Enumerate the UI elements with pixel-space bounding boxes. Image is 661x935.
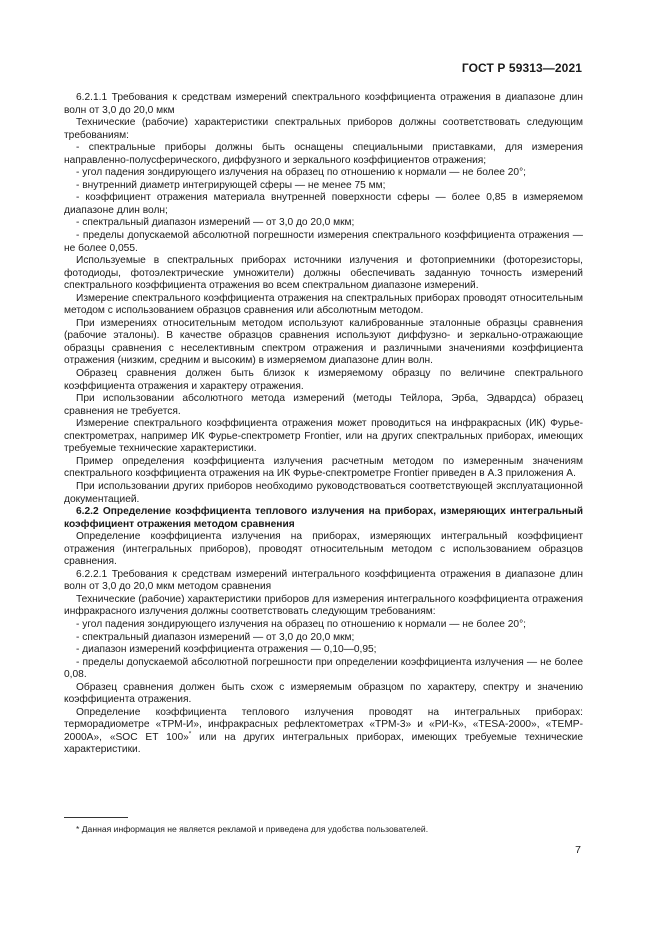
footnote-divider — [64, 817, 128, 818]
paragraph: Измерение спектрального коэффициента отражения может проводиться на инфракрасных (ИК) Фурье-спектрометрах, например ИК Фурье-спектрометр Frontier, или на других спектральных приборах, имеющих требуемые технические характеристики. — [64, 418, 583, 455]
paragraph: Определение коэффициента излучения на приборах, измеряющих интегральный коэффициент отражения (интегральных приборов), проводят относительным методом с использованием образцов сравнения. — [64, 531, 583, 568]
paragraph: Технические (рабочие) характеристики спектральных приборов должны соответствовать следующим требованиям: — [64, 117, 583, 141]
paragraph: Используемые в спектральных приборах источники излучения и фотоприемники (фоторезисторы, фотодиоды, фотоэлектрические умножители) должны обеспечивать заданную точность измерений спектрального коэффициента отражения во всем спектральном диапазоне измерений. — [64, 255, 583, 292]
list-item: - внутренний диаметр интегрирующей сферы — не менее 75 мм; — [76, 179, 386, 191]
paragraph: Технические (рабочие) характеристики приборов для измерения интегрального коэффициента отражения инфракрасного излучения должны соответствовать следующим требованиям: — [64, 593, 583, 618]
list-item: - угол падения зондирующего излучения на образец по отношению к нормали — не более 20°; — [76, 618, 526, 630]
list-item: - спектральные приборы должны быть оснащены специальными приставками, для измерения направленно-полусферического, диффузного и зеркального коэффициентов отражения; — [64, 142, 583, 166]
paragraph: Образец сравнения должен быть схож с измеряемым образцом по характеру, спектру и значению коэффициента отражения. — [64, 681, 583, 706]
paragraph: 6.2.2.1 Требования к средствам измерений интегрального коэффициента отражения в диапазоне длин волн от 3,0 до 20,0 мкм методом сравнения — [64, 568, 583, 593]
section-heading: 6.2.2 Определение коэффициента теплового излучения на приборах, измеряющих интегральный коэффициент отражения методом сравнения — [64, 506, 583, 530]
paragraph: При использовании абсолютного метода измерений (методы Тейлора, Эрба, Эдвардса) образец сравнения не требуется. — [64, 393, 583, 417]
standard-designation: ГОСТ Р 59313—2021 — [461, 61, 582, 75]
list-item: - спектральный диапазон измерений — от 3,0 до 20,0 мкм; — [76, 631, 355, 643]
page-number: 7 — [575, 844, 581, 856]
list-item: - диапазон измерений коэффициента отражения — 0,10—0,95; — [76, 644, 377, 656]
paragraph: При использовании других приборов необходимо руководствоваться соответствующей эксплуатационной документацией. — [64, 480, 583, 505]
footnote: * Данная информация не является рекламой и приведена для удобства пользователей. — [76, 824, 429, 834]
list-item: - пределы допускаемой абсолютной погрешности при определении коэффициента излучения — не более 0,08. — [64, 656, 583, 681]
paragraph: Образец сравнения должен быть близок к измеряемому образцу по величине спектрального коэффициента отражения и характеру отражения. — [64, 368, 583, 392]
list-item: - коэффициент отражения материала внутренней поверхности сферы — более 0,85 в измеряемом диапазоне длин волн; — [64, 192, 583, 216]
list-item: - угол падения зондирующего излучения на образец по отношению к нормали — не более 20°; — [76, 167, 526, 179]
paragraph: Измерение спектрального коэффициента отражения на спектральных приборах проводят относительным методом с использованием образцов сравнения или абсолютным методом. — [64, 292, 583, 317]
paragraph: 6.2.1.1 Требования к средствам измерений спектрального коэффициента отражения в диапазоне длин волн от 3,0 до 20,0 мкм — [64, 92, 583, 116]
list-item: - пределы допускаемой абсолютной погрешности измерения спектрального коэффициента отражения — не более 0,055. — [64, 230, 583, 254]
body-text — [64, 92, 583, 757]
footnote-marker: * — [188, 730, 192, 738]
paragraph: При измерениях относительным методом используют калиброванные эталонные образцы сравнения (рабочие эталоны). В качестве образцов сравнения используют диффузно- и зеркально-отражающие образцы сравнения с неселективным спектром отражения и различными значениями коэффициента отражения (низким, средним и высоким) в измеряемом диапазоне длин волн. — [64, 317, 583, 367]
paragraph: Определение коэффициента теплового излучения проводят на интегральных приборах: терморадиометре «ТРМ-И», инфракрасных рефлектометрах «ТРМ-3» и «РИ-К», «TESA-2000», «TEMP-2000A», «SOC ET 100»* или на других интегральных приборах, имеющих требуемые технические характеристики. — [64, 706, 583, 756]
paragraph: Пример определения коэффициента излучения расчетным методом по измеренным значениям спектрального коэффициента отражения на ИК Фурье-спектрометре Frontier приведен в А.3 приложения А. — [64, 455, 583, 480]
list-item: - спектральный диапазон измерений — от 3,0 до 20,0 мкм; — [76, 217, 355, 229]
